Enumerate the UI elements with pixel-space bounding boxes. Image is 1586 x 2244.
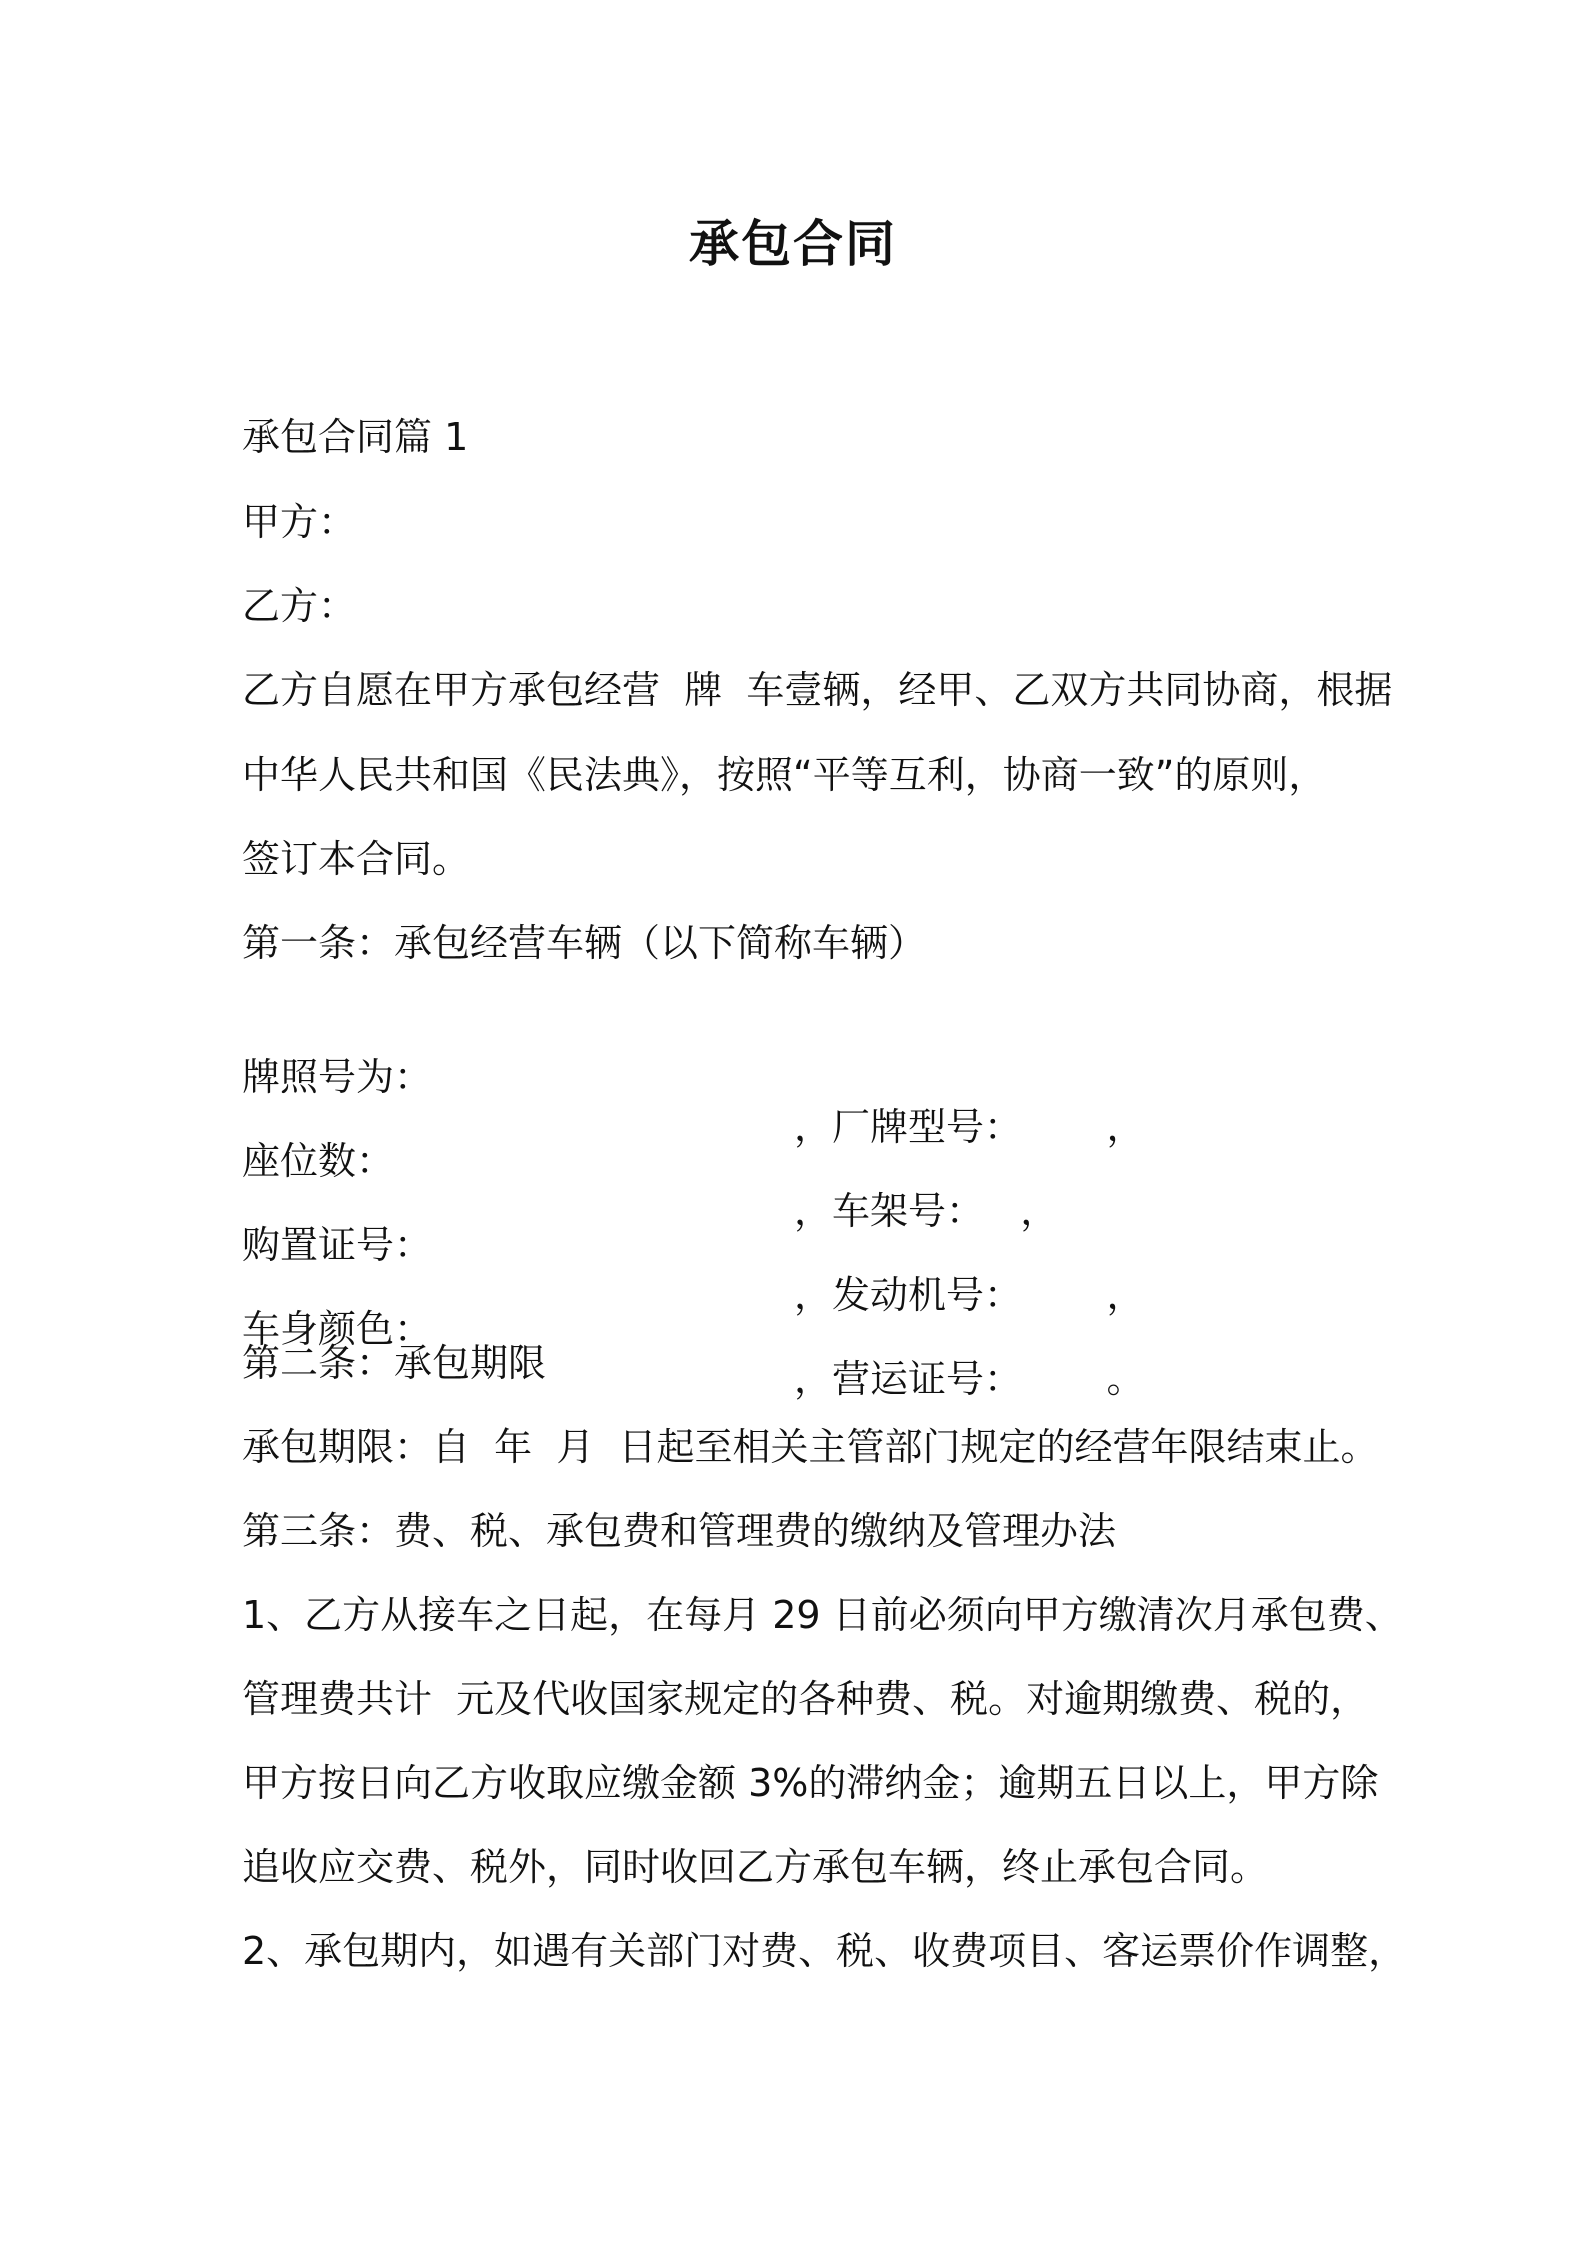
intro-line-2: 中华人民共和国《民法典》，按照“平等互利，协商一致”的原则， — [242, 753, 1327, 797]
section-heading: 承包合同篇 1 — [242, 415, 469, 459]
frame-number-label: ，车架号： ， — [794, 1189, 1059, 1233]
article-3-para-1-line: 甲方按日向乙方收取应缴金额 3%的滞纳金；逾期五日以上，甲方除 — [242, 1761, 1379, 1805]
document-title: 承包合同 — [689, 215, 897, 273]
article-3-para-1-line: 追收应交费、税外，同时收回乙方承包车辆，终止承包合同。 — [242, 1845, 1269, 1889]
party-b-label: 乙方： — [242, 584, 357, 628]
engine-number-label: ，发动机号： ， — [794, 1273, 1145, 1317]
article-1-heading: 第一条：承包经营车辆（以下简称车辆） — [242, 921, 927, 965]
party-a-label: 甲方： — [242, 500, 357, 544]
plate-number-label: 牌照号为： — [242, 1055, 433, 1099]
operating-cert-label: ，营运证号： 。 — [794, 1357, 1145, 1401]
article-3-para-2-line: 2、承包期内，如遇有关部门对费、税、收费项目、客运票价作调整， — [242, 1929, 1407, 1973]
body-color-label: 车身颜色： — [242, 1307, 433, 1351]
purchase-cert-label: 购置证号： — [242, 1223, 433, 1267]
article-3-para-1-line: 管理费共计 元及代收国家规定的各种费、税。对逾期缴费、税的， — [242, 1677, 1369, 1721]
intro-line-3: 签订本合同。 — [242, 837, 471, 881]
article-3-heading: 第三条：费、税、承包费和管理费的缴纳及管理办法 — [242, 1509, 1117, 1553]
article-2-text: 承包期限：自 年 月 日起至相关主管部门规定的经营年限结束止。 — [242, 1425, 1379, 1469]
seat-count-label: 座位数： — [242, 1139, 395, 1183]
brand-model-label: ，厂牌型号： ， — [794, 1105, 1145, 1149]
article-2-heading: 第二条：承包期限 — [242, 1341, 547, 1385]
intro-line-1: 乙方自愿在甲方承包经营 牌 车壹辆，经甲、乙双方共同协商，根据 — [242, 668, 1393, 712]
article-3-para-1-line: 1、乙方从接车之日起，在每月 29 日前必须向甲方缴清次月承包费、 — [242, 1593, 1403, 1637]
